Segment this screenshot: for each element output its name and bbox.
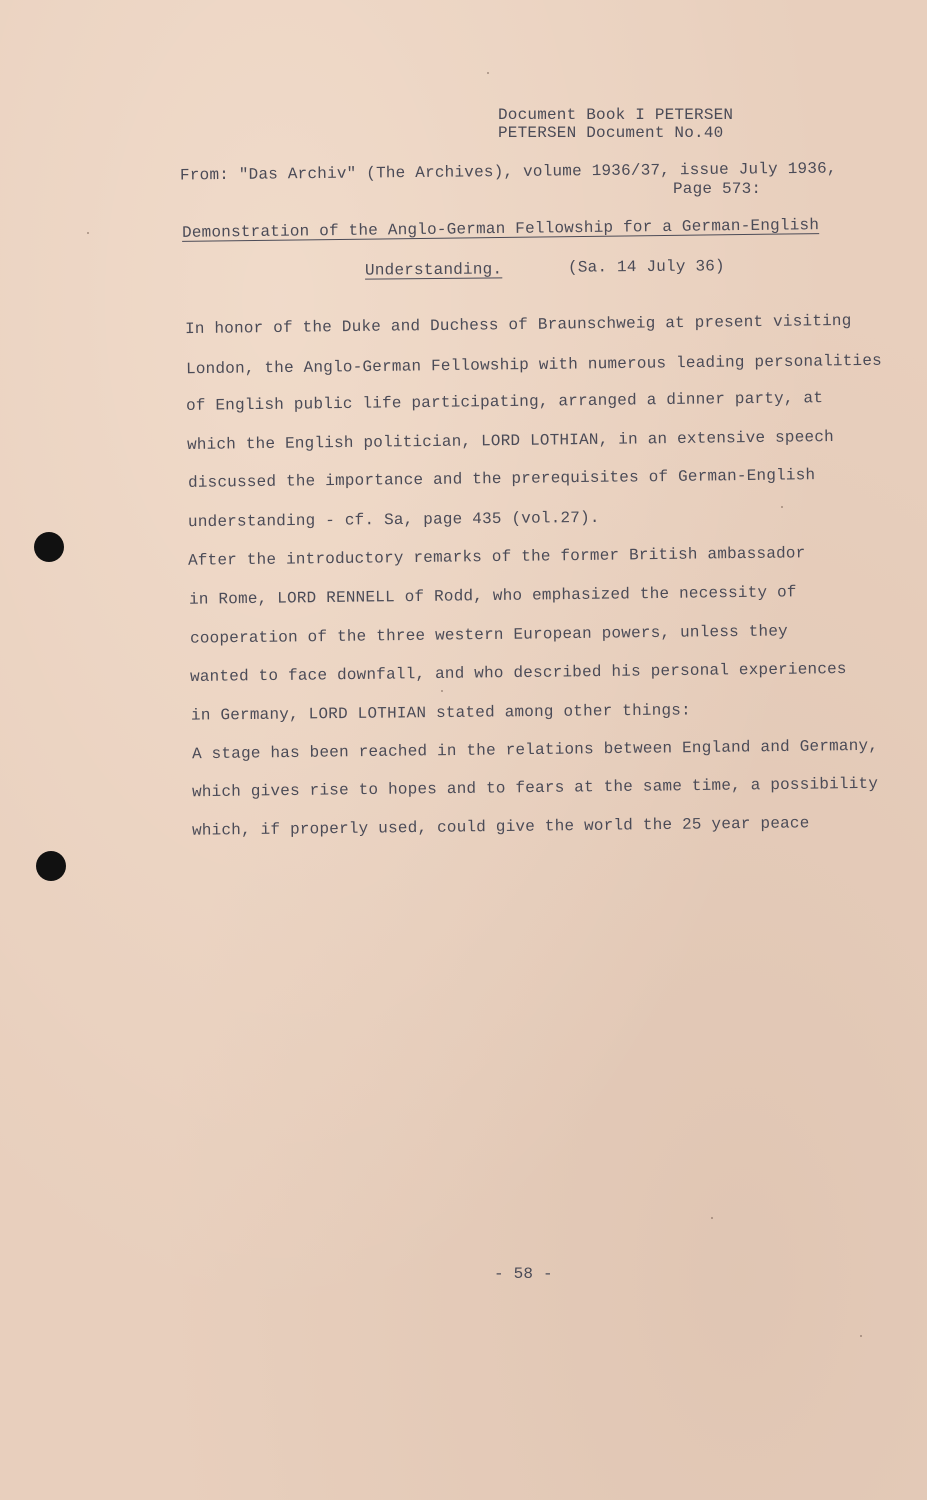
body-line: of English public life participating, arranged a dinner party, at bbox=[185, 389, 824, 415]
article-date: (Sa. 14 July 36) bbox=[567, 257, 725, 277]
body-line: discussed the importance and the prerequisites of German-English bbox=[187, 466, 816, 492]
body-line: understanding - cf. Sa, page 435 (vol.27). bbox=[187, 508, 600, 532]
body-line: which gives rise to hopes and to fears at the same time, a possibility bbox=[191, 774, 879, 802]
body-line: in Rome, LORD RENNELL of Rodd, who emphasized the necessity of bbox=[188, 583, 797, 609]
body-line: which, if properly used, could give the world the 25 year peace bbox=[191, 814, 810, 840]
document-book-line: Document Book I PETERSEN bbox=[498, 106, 734, 124]
binder-hole-bottom bbox=[36, 851, 66, 881]
paper-speck bbox=[781, 506, 783, 508]
paper-speck bbox=[87, 232, 89, 234]
body-line: A stage has been reached in the relations between England and Germany, bbox=[191, 736, 879, 764]
paper-speck bbox=[711, 1217, 713, 1219]
body-line: In honor of the Duke and Duchess of Braunschweig at present visiting bbox=[184, 311, 852, 339]
body-line: in Germany, LORD LOTHIAN stated among other things: bbox=[190, 701, 691, 725]
document-number-line: PETERSEN Document No.40 bbox=[498, 124, 724, 142]
body-line: London, the Anglo-German Fellowship with numerous leading personalities bbox=[185, 351, 883, 379]
page-number: - 58 - bbox=[494, 1265, 553, 1283]
body-line: wanted to face downfall, and who described his personal experiences bbox=[189, 659, 847, 687]
body-line: After the introductory remarks of the former British ambassador bbox=[187, 544, 806, 570]
body-line: which the English politician, LORD LOTHIAN, in an extensive speech bbox=[186, 428, 834, 454]
paper-speck bbox=[860, 1335, 862, 1337]
article-title-continued: Understanding. bbox=[364, 260, 503, 280]
body-line: cooperation of the three western European powers, unless they bbox=[189, 622, 788, 648]
paper-speck bbox=[441, 690, 443, 692]
source-page-line: Page 573: bbox=[673, 180, 762, 198]
source-line: From: "Das Archiv" (The Archives), volume 1936/37, issue July 1936, bbox=[179, 159, 837, 185]
binder-hole-top bbox=[34, 532, 64, 562]
paper-speck bbox=[487, 72, 489, 74]
article-title: Demonstration of the Anglo-German Fellowship for a German-English bbox=[181, 216, 820, 242]
